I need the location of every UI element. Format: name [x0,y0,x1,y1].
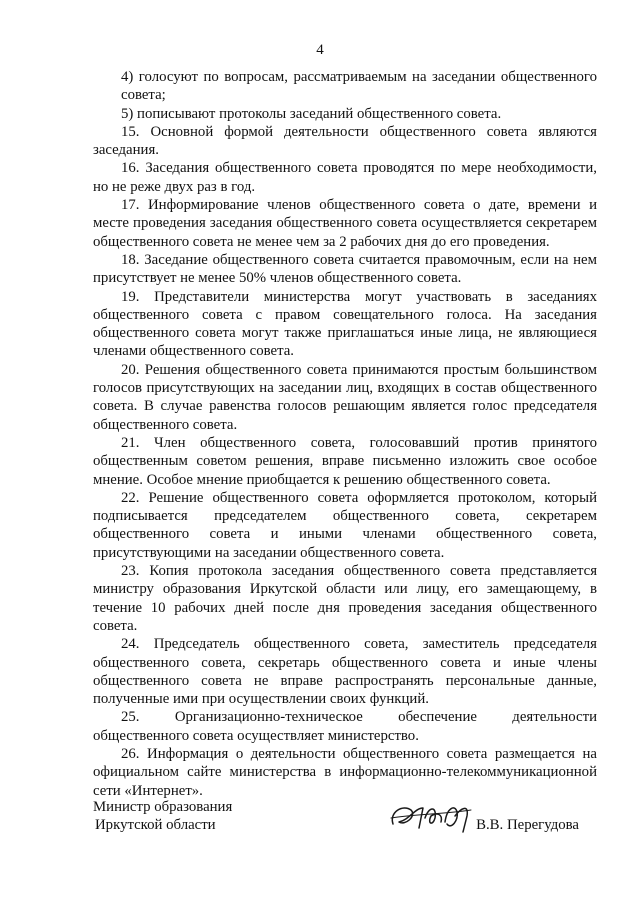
document-body [93,68,597,800]
signatory-position-line-1: Министр образования [93,799,233,815]
paragraph-24: 24. Председатель общественного совета, заместитель председателя общественного совета, секретарь общественного совета и иные члены общественного совета не вправе распространять персональные данные, полученные ими при осуществлении своих функций. [93,636,597,708]
page-number: 4 [316,42,324,58]
paragraph-item-5: 5) пописывают протоколы заседаний общественного совета. [121,105,502,122]
paragraph-19: 19. Представители министерства могут участвовать в заседаниях общественного совета с правом совещательного голоса. На заседания общественного совета могут также приглашаться иные лица, не являющиеся членами общественного совета. [93,288,597,360]
paragraph-26: 26. Информация о деятельности общественного совета размещается на официальном сайте министерства в информационно-телекоммуникационной сети «Интернет». [93,745,597,799]
paragraph-16: 16. Заседания общественного совета проводятся по мере необходимости, но не реже двух раз в год. [93,160,597,195]
paragraph-item-4: 4) голосуют по вопросам, рассматриваемым на заседании общественного совета; [121,69,597,104]
paragraph-18: 18. Заседание общественного совета считается правомочным, если на нем присутствует не менее 50% членов общественного совета. [93,251,597,287]
signatory-name: В.В. Перегудова [476,817,579,833]
signature-block [93,798,597,858]
paragraph-25: 25. Организационно-техническое обеспечение деятельности общественного совета осуществляет министерство. [93,709,597,744]
paragraph-23: 23. Копия протокола заседания общественного совета представляется министру образования Иркутской области или лицу, его замещающему, в течение 10 рабочих дней после дня проведения заседания общественного совета. [93,563,597,634]
paragraph-22: 22. Решение общественного совета оформляется протоколом, который подписывается председателем общественного совета, секретарем общественного совета и иными членами общественного совета, присутствующими на заседании общественного совета. [93,489,597,561]
paragraph-15: 15. Основной формой деятельности общественного совета являются заседания. [93,123,597,159]
handwritten-signature-icon [385,794,475,838]
paragraph-21: 21. Член общественного совета, голосовавший против принятого общественным советом решения, вправе письменно изложить свое особое мнение. Особое мнение приобщается к решению общественного совета. [93,434,597,488]
signatory-position-line-2: Иркутской области [95,817,216,833]
paragraph-20: 20. Решения общественного совета принимаются простым большинством голосов присутствующих на заседании лиц, входящих в состав общественного совета. В случае равенства голосов решающим является голос председателя общественного совета. [93,361,597,433]
paragraph-17: 17. Информирование членов общественного совета о дате, времени и месте проведения заседания общественного совета осуществляется секретарем общественного совета не менее чем за 2 рабочих дня до его проведения. [93,197,597,250]
